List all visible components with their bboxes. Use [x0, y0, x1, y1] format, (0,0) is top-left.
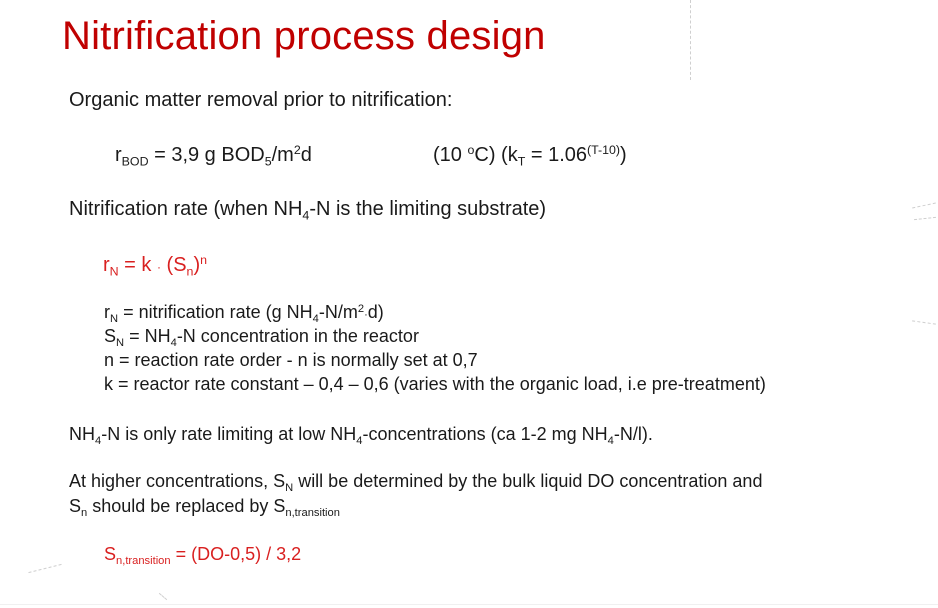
definition-n: n = reaction rate order - n is normally set at 0,7: [104, 350, 478, 370]
definition-rn: $r_N$ = nitrification rate (g $NH_4-N/m^2\cdot d$): [104, 302, 384, 325]
organic-heading: Organic matter removal prior to nitrification:: [69, 89, 453, 111]
higher-concentrations-line-1: At higher concentrations, $S_N$ will be determined by the bulk liquid DO concentration and: [69, 471, 763, 494]
transition-formula: $S_{n,transition} = (DO-0,5) / 3,2$: [104, 544, 302, 567]
decor-dash-bottom: [159, 593, 167, 600]
limiting-note: $NH_4-N$ is only rate limiting at low $NH_4$-concentrations (ca 1-2 mg $NH_4-N/l$).: [69, 424, 653, 447]
temperature-correction: (10 $^o$C) $(k_T = 1.06^{(T-10)})$: [433, 143, 627, 169]
rate-formula: $r_N = k \cdot (S_n)^n$: [103, 253, 208, 279]
definition-k: k = reactor rate constant – 0,4 – 0,6 (varies with the organic load, i.e pre-treatment): [104, 374, 766, 394]
definition-sn: $S_N = NH_4-N$ concentration in the reactor: [104, 326, 419, 349]
decor-dash-right-1: [912, 203, 936, 209]
decor-dash-top: [690, 0, 691, 80]
nitrification-rate-heading: Nitrification rate (when $NH_4-N$ is the limiting substrate): [69, 198, 547, 223]
slide-bottom-edge: [0, 604, 938, 605]
decor-dash-bottom-left: [28, 564, 61, 573]
higher-concentrations-line-2: $S_n$ should be replaced by $S_{n,transition}$: [69, 496, 340, 519]
decor-dash-right-2: [914, 217, 936, 220]
rbod-equation: $r_{BOD} = 3,9$ g $BOD_5/m^2d$: [115, 143, 312, 169]
decor-dash-right-3: [912, 320, 936, 324]
page-title: Nitrification process design: [62, 14, 546, 58]
